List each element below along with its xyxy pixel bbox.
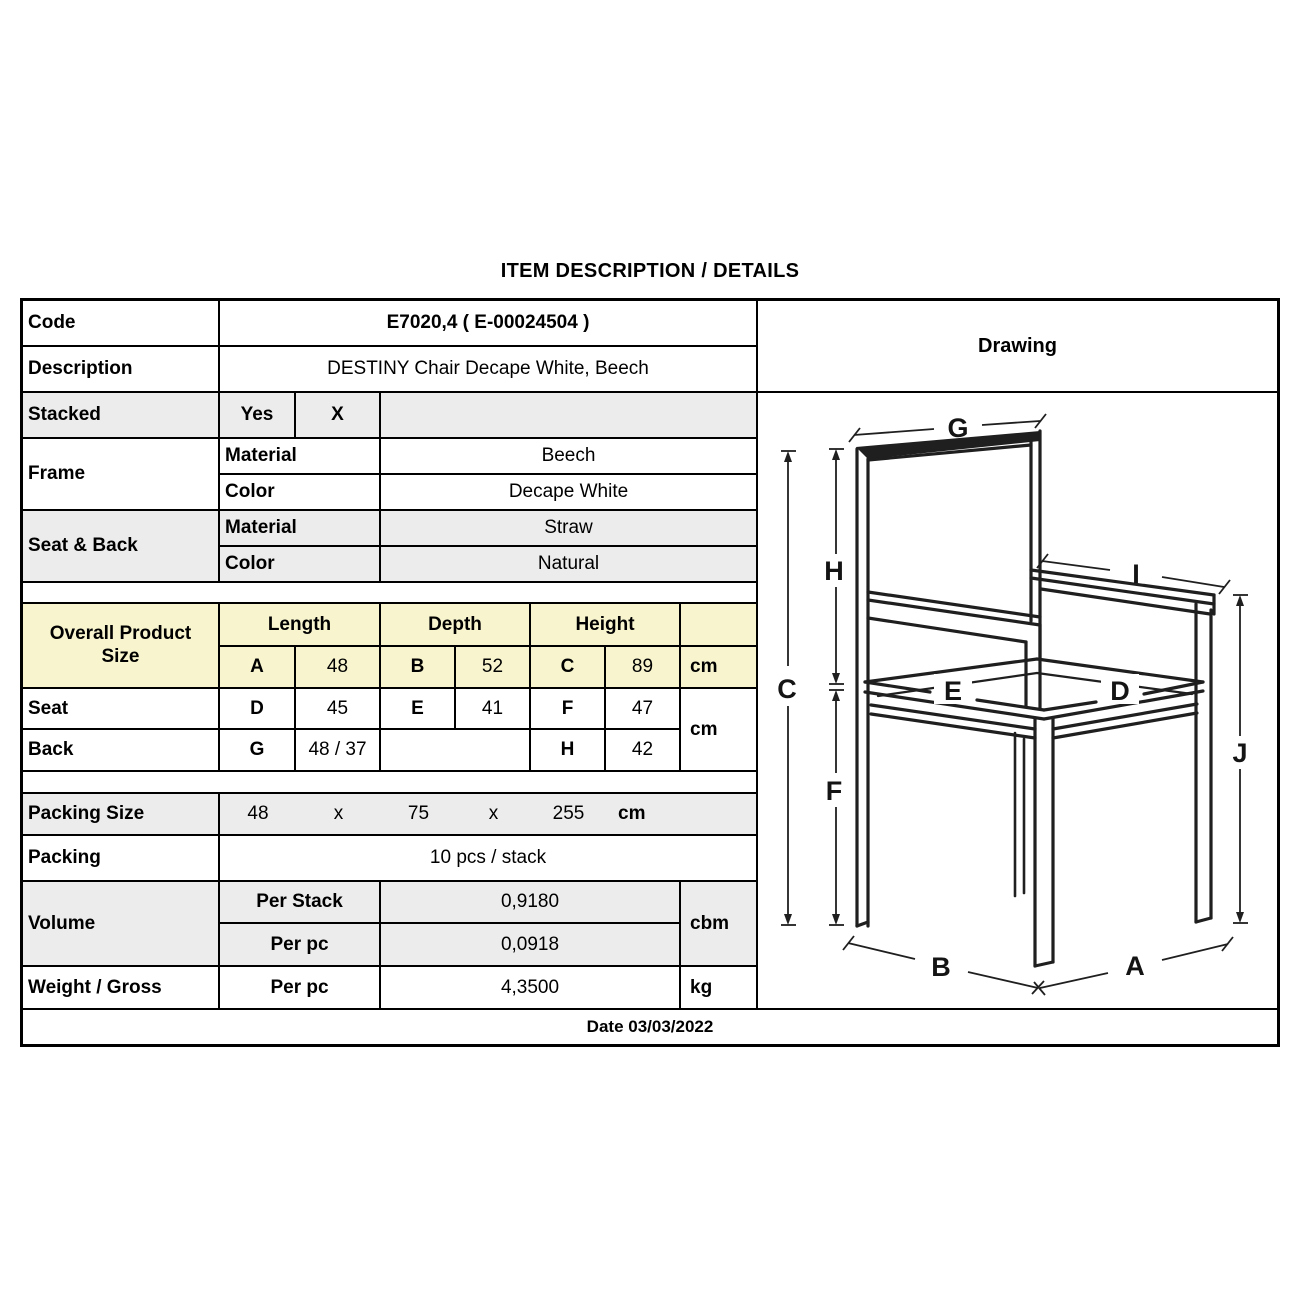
dim-label-c: C <box>777 674 797 704</box>
spacer-row <box>23 583 758 604</box>
dim-label-d: D <box>1110 676 1130 706</box>
seat-back-color-value: Natural <box>381 547 758 583</box>
seat-back-color-label: Color <box>220 547 381 583</box>
page-title: ITEM DESCRIPTION / DETAILS <box>500 260 800 282</box>
volume-per-stack-value: 0,9180 <box>381 882 681 924</box>
stacked-empty-cell <box>381 393 758 439</box>
packing-size-value <box>220 794 758 836</box>
dim-label-h: H <box>824 556 844 586</box>
size-length-header: Length <box>220 604 381 647</box>
seat-f-value: 47 <box>606 689 681 730</box>
dim-label-i: I <box>1132 559 1140 589</box>
volume-label: Volume <box>23 882 220 967</box>
dimension-labels <box>777 413 1247 982</box>
seat-d-key: D <box>220 689 296 730</box>
seat-back-unit: cm <box>681 689 758 772</box>
dim-label-j: J <box>1232 738 1248 768</box>
packing-size-label: Packing Size <box>23 794 220 836</box>
packing-label: Packing <box>23 836 220 882</box>
seat-d-value: 45 <box>296 689 381 730</box>
stacked-yes: Yes <box>220 393 296 439</box>
back-g-key: G <box>220 730 296 772</box>
size-a-value: 48 <box>296 647 381 689</box>
details-grid <box>23 301 758 1010</box>
back-h-value: 42 <box>606 730 681 772</box>
weight-per-pc-label: Per pc <box>220 967 381 1010</box>
size-depth-header: Depth <box>381 604 531 647</box>
back-label: Back <box>23 730 220 772</box>
seat-back-material-label: Material <box>220 511 381 547</box>
size-c-key: C <box>531 647 606 689</box>
drawing-header: Drawing <box>758 301 1277 393</box>
size-a-key: A <box>220 647 296 689</box>
weight-unit: kg <box>681 967 758 1010</box>
stacked-mark: X <box>296 393 381 439</box>
drawing-panel <box>758 301 1277 1010</box>
frame-material-label: Material <box>220 439 381 475</box>
spacer-row <box>23 772 758 794</box>
size-b-value: 52 <box>456 647 531 689</box>
packing-size-x1: x <box>333 803 344 824</box>
date-row: Date 03/03/2022 <box>586 1017 714 1036</box>
frame-color-label: Color <box>220 475 381 511</box>
frame-color-value: Decape White <box>381 475 758 511</box>
label-backplates <box>934 674 1139 704</box>
size-label: Overall Product Size <box>23 604 220 689</box>
back-h-key: H <box>531 730 606 772</box>
size-b-key: B <box>381 647 456 689</box>
volume-per-stack-label: Per Stack <box>220 882 381 924</box>
packing-size-values <box>220 794 756 834</box>
packing-size-v2: 75 <box>407 803 430 824</box>
stacked-label: Stacked <box>23 393 220 439</box>
seat-back-label: Seat & Back <box>23 511 220 583</box>
seat-f-key: F <box>531 689 606 730</box>
packing-size-x2: x <box>488 803 499 824</box>
description-value: DESTINY Chair Decape White, Beech <box>220 347 758 393</box>
frame-material-value: Beech <box>381 439 758 475</box>
weight-value: 4,3500 <box>381 967 681 1010</box>
seat-e-value: 41 <box>456 689 531 730</box>
size-unit: cm <box>681 647 758 689</box>
dim-label-a: A <box>1125 951 1145 981</box>
code-label: Code <box>23 301 220 347</box>
drawing-area <box>758 393 1277 1008</box>
chair-drawing <box>758 393 1277 1008</box>
seat-e-key: E <box>381 689 456 730</box>
chair-lines <box>856 431 1214 966</box>
volume-per-pc-label: Per pc <box>220 924 381 967</box>
dim-label-e: E <box>943 676 963 706</box>
dim-label-f: F <box>825 776 843 806</box>
description-label: Description <box>23 347 220 393</box>
back-g-value: 48 / 37 <box>296 730 381 772</box>
packing-value: 10 pcs / stack <box>220 836 758 882</box>
dim-label-b: B <box>931 952 951 982</box>
packing-size-unit: cm <box>618 803 646 824</box>
size-c-value: 89 <box>606 647 681 689</box>
packing-size-v1: 48 <box>247 803 269 824</box>
dim-label-g: G <box>947 413 969 443</box>
frame-label: Frame <box>23 439 220 511</box>
back-empty-cell <box>381 730 531 772</box>
size-height-header: Height <box>531 604 681 647</box>
size-header-empty <box>681 604 758 647</box>
volume-unit: cbm <box>681 882 758 967</box>
weight-label: Weight / Gross <box>23 967 220 1010</box>
packing-size-v3: 255 <box>552 803 585 824</box>
code-value: E7020,4 ( E-00024504 ) <box>220 301 758 347</box>
seat-label: Seat <box>23 689 220 730</box>
seat-back-material-value: Straw <box>381 511 758 547</box>
item-details-table <box>20 298 1280 1047</box>
volume-per-pc-value: 0,0918 <box>381 924 681 967</box>
